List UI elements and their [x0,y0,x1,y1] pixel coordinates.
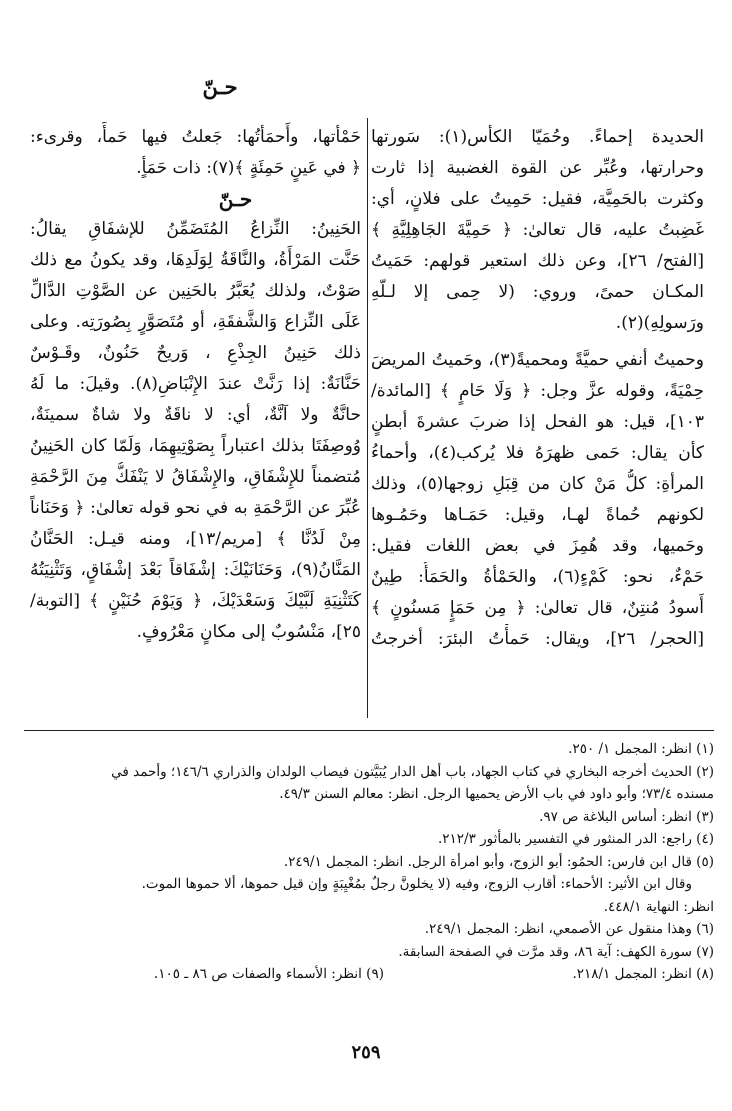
two-column-body [22,118,712,718]
text-line: حَمْءٌ، نحو: كَمْءٍ(٦)، والحَمْأةُ والحَمَأُ: طِينٌ [371,567,704,587]
text-line: المرأةِ: كلُّ مَنْ كان من قِبَلِ زوجها(٥)، وذلك [371,474,704,494]
footnote-5: (٥) قال ابن فارس: الحمُو: أبو الزوج، وأبو امرأة الرجل. انظر: المجمل ٢٤٩/١. [283,853,714,870]
text-line: وحَميها، وقد هُمِزَ في بعض اللغات فقيل: [371,536,704,556]
left-column [22,118,367,718]
text-line: حِمْيَةً، وقوله عزَّ وجل: ﴿ وَلَا حَامٍ ﴾ [المائدة/ [371,381,704,401]
text-line: وحميتُ أنفي حميَّةً ومحميةً(٣)، وحَميتُ المريضَ [371,350,704,370]
text-line: الحديدة إحماءً. وحُمَيّا الكأس(١): سَورتها [371,127,704,147]
text-line: [الحجر/ ٢٦]، ويقال: حَمأْتُ البئرَ: أخرجتُ [371,629,704,649]
text-line: غَضِبتُ عليه، قال تعالىٰ: ﴿ حَمِيَّةَ الجَاهِلِيَّةِ ﴾ [371,220,704,240]
footnotes-section [24,738,714,986]
footnote-6: (٦) وهذا منقول عن الأصمعي، انظر: المجمل ٢٤٩/١. [424,921,714,937]
text-line: كأن يقال: حَمى ظهرَهُ فلا يُركب(٤)، وأحماءُ [371,443,704,463]
right-column [367,118,712,718]
text-line: ذلك حَنِينُ الجِذْعِ ، وَريحٌ حَنُونٌ، وقَـوْسٌ [30,343,361,363]
text-line: [الفتح/ ٢٦]، وعن ذلك استعير قولهم: حَمَيتُ [371,251,704,271]
footnote-8: (٨) انظر: المجمل ٢١٨/١. [572,966,714,982]
text-line: صَوْتٌ، ولذلك يُعَبَّرُ بالحَنِين عن الصَّوْتِ الدَّالِّ [30,281,361,301]
text-line: حانَّةٌ ولا آنَّةٌ، أي: لا ناقَةٌ ولا شاةٌ سمينَةٌ، [30,405,361,425]
text-line: حَنَّانَةٌ: إذا رَنَّتْ عندَ الإِنْبَاضِ(٨). وقيلَ: ما لَهُ [30,374,361,394]
footnote-7: (٧) سورة الكهف: آية ٨٦، وقد مرَّت في الصفحة السابقة. [398,943,714,960]
text-line: مِنْ لَدُنَّا ﴾ [مريم/١٣]، ومنه قيـل: الحَنَّانُ [30,529,361,549]
text-line: حَمْأتها، وأَحمَأتُها: جَعلتُ فيها حَمأً، وقرىء: [30,127,361,147]
text-line: المَنَّانُ(٩)، وَحَنَانَيْكَ: إشْفَاقاً بَعْدَ إشْفَاقٍ، وَتَثْنِيَتُهُ [30,560,361,580]
footnote-1: (١) انظر: المجمل ١/ ٢٥٠. [568,741,714,757]
text-line: ورَسولِهِ)(٢). [615,313,704,333]
text-line: لكونهم حُماةً لهـا، وقيل: حَمَـاها وحَمُـوها [371,505,704,525]
footnote-2: (٢) الحديث أخرجه البخاري في كتاب الجهاد، باب أهل الدار يُبَيَّتون فيصاب الولدان والذراري ١٤٦/٦؛ وأحمد في [111,763,714,780]
text-line: كَتَثْنِيَةِ لَبَّيْكَ وَسَعْدَيْكَ، ﴿ وَيَوْمَ حُنَيْنٍ ﴾ [التوبة/ [30,591,361,611]
running-header-root: حـنّ [202,74,238,99]
footnote-3: (٣) انظر: أساس البلاغة ص ٩٧. [539,808,714,825]
footnote-2-continued: مسنده ٧٣/٤؛ وأبو داود في باب الأرض يحميها الرجل. انظر: معالم السنن ٤٩/٣. [279,786,714,802]
footnote-5-continued: وقال ابن الأثير: الأحماء: أقارب الزوج، وفيه (لا يخلونَّ رجلٌ بمُغْيِبَةٍ وإن قيل حموها، ألا حموها الموت. [141,876,692,892]
text-line: مُتضمناً للإِشْفَاقِ، والإِشْفَاقُ لا يَنْفَكُّ مِنَ الرَّحْمَةِ [30,467,361,487]
text-line: المكـان حمىً، وروي: (لا حِمى إلا لـلّهِ [371,282,704,302]
text-line: الحَنِينُ: النِّزاعُ المُتَضَمِّنُ للإشفَاقِ يقالُ: [30,219,361,239]
page-number: ٢٥٩ [351,1042,381,1063]
footnote-9: (٩) انظر: الأسماء والصفات ص ٨٦ ـ ١٠٥. [153,966,384,982]
text-line: عَلَى النِّزاع وَالشَّفقَةِ، أو مُتَصَوَّرٍ بِصُورَتِه. وعلى [30,312,361,332]
text-line: عُبِّرَ عن الرَّحْمَةِ به في نحو قوله تعالىٰ: ﴿ وَحَنَاناً [30,498,361,518]
text-line: وكثرت بالحَمِيَّة، فقيل: حَمِيتُ على فلانٍ، أي: [371,189,704,209]
footnote-5-source: انظر: النهاية ٤٤٨/١. [603,898,714,915]
text-line: ﴿ في عَينٍ حَمِئَةٍ ﴾(٧): ذات حَمَأٍ. [136,158,361,178]
footnote-divider [24,730,714,731]
text-line: أَسودُ مُنتِنٌ، قال تعالىٰ: ﴿ مِن حَمَإٍ مَسنُونٍ ﴾ [371,598,704,618]
footnote-4: (٤) راجع: الدر المنثور في التفسير بالمأثور ٢١٢/٣. [437,831,714,847]
text-line: حَنَّت المَرْأَةُ، والنَّاقَةُ لِوَلَدِهَا، وقد يكونُ مع ذلك [30,250,361,270]
text-line: وُوصِفَتَا بذلك اعتباراً بِصَوْتِيهِمَا، وَلَمّا كان الحَنِينُ [30,436,361,456]
text-line: ١٠٣]، قيل: هو الفحل إذا ضربَ عشرةَ أبطنٍ [371,412,704,432]
footnote-8-9-row [24,963,714,986]
text-line: وحرارتها، وعُبِّر عن القوة الغضبية إذا ثارت [371,158,704,178]
text-line: ٢٥]، مَنْسُوبٌ إلى مكانٍ مَعْرُوفٍ. [136,622,361,642]
column-divider [367,118,368,718]
entry-heading: حـنّ [218,187,253,211]
